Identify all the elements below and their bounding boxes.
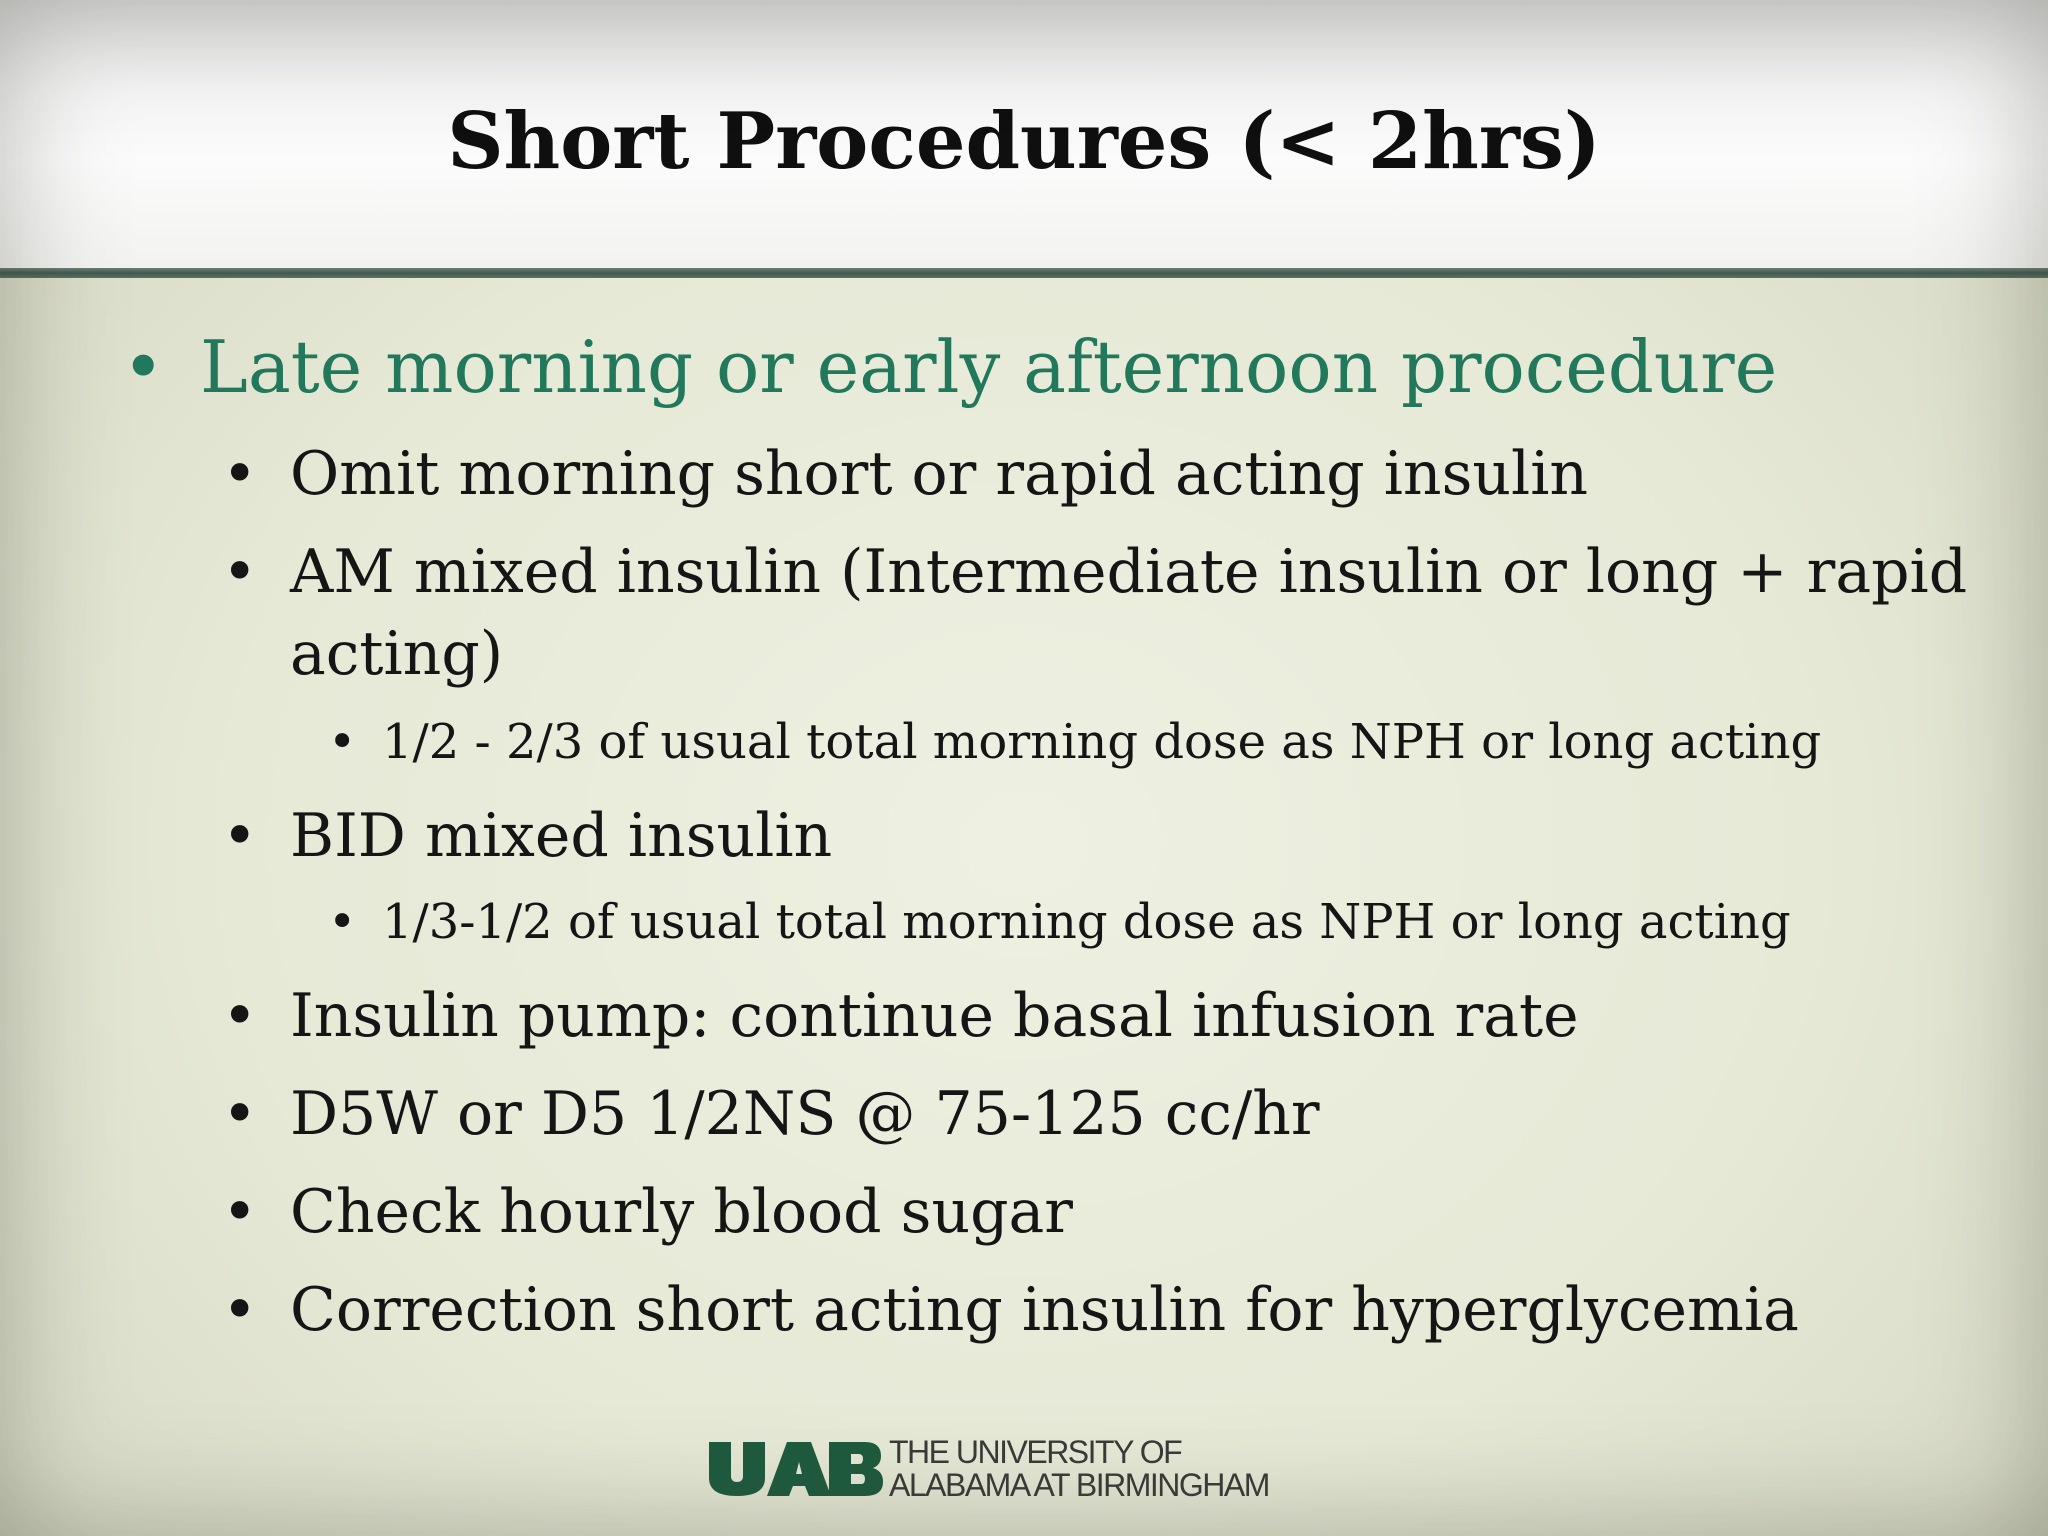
bullet-text: BID mixed insulin [290,801,833,871]
uab-logo [705,1436,1345,1506]
bullet-glyph: • [222,439,258,509]
bullet-glyph: • [222,1177,258,1247]
bullet-text: acting) [290,619,504,689]
bullet-glyph: • [222,537,258,607]
bullet-text: Insulin pump: continue basal infusion rate [290,981,1579,1051]
bullet-text: 1/2 - 2/3 of usual total morning dose as NPH or long acting [382,714,1822,770]
bullet-glyph: • [122,325,165,409]
logo-line-2: ALABAMA AT BIRMINGHAM [889,1467,1269,1503]
bullet-glyph: • [328,894,357,950]
bullet-glyph: • [222,1079,258,1149]
bullet-glyph: • [222,1275,258,1345]
bullet-text: D5W or D5 1/2NS @ 75-125 cc/hr [290,1079,1320,1149]
slide-title: Short Procedures (< 2hrs) [447,96,1601,187]
bullet-text: Check hourly blood sugar [290,1177,1073,1247]
bullet-text: Late morning or early afternoon procedure [200,325,1778,409]
uab-logo-mark-icon [705,1440,885,1498]
bullet-glyph: • [328,714,357,770]
bullet-text: AM mixed insulin (Intermediate insulin or long + rapid [290,537,1968,607]
logo-line-1: THE UNIVERSITY OF [889,1434,1182,1470]
bullet-text: 1/3-1/2 of usual total morning dose as NPH or long acting [382,894,1791,950]
bullet-text: Correction short acting insulin for hyperglycemia [290,1275,1799,1345]
bullet-glyph: • [222,981,258,1051]
bullet-glyph: • [222,801,258,871]
bullet-text: Omit morning short or rapid acting insulin [290,439,1589,509]
bullet-continuation [290,614,503,694]
uab-logo-text [889,1436,1269,1502]
